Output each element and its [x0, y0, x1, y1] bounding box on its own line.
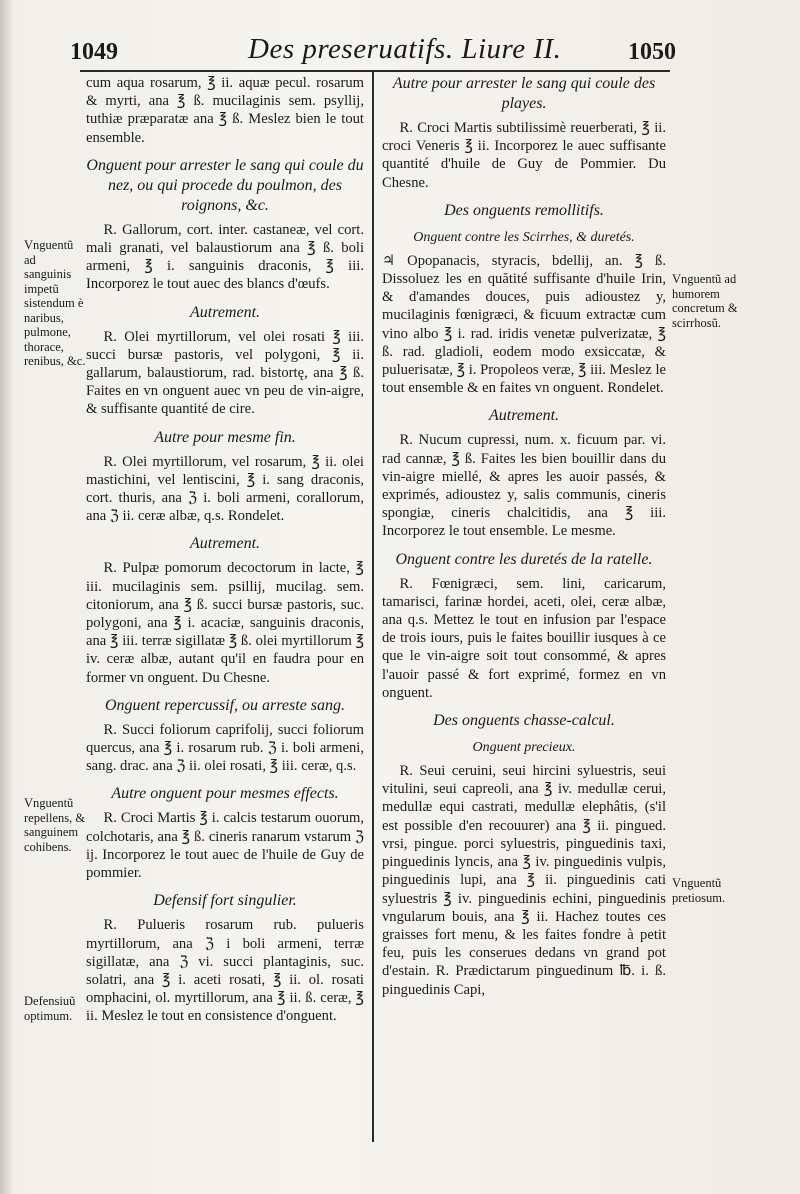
section-heading: Onguent pour arrester le sang qui coule du nez, ou qui procede du poulmon, des roignons, &c. — [86, 156, 364, 214]
margin-note-left-2: Vnguentũ repellens, & sanguinem cohibens. — [24, 796, 86, 854]
section-heading: Autre pour mesme fin. — [154, 428, 296, 446]
left-column — [86, 74, 364, 1026]
section-heading: Onguent repercussif, ou arreste sang. — [105, 696, 345, 714]
section-heading: Autrement. — [189, 303, 261, 321]
section-subheading: Onguent contre les Scirrhes, & duretés. — [413, 229, 635, 245]
paragraph: cum aqua rosarum, ℥ ii. aquæ pecul. rosarum & myrti, ana ℥ ß. mucilaginis sem. psyllij, tuthiæ præparatæ ana ℥ ß. Meslez bien le tout ensemble. — [86, 75, 364, 146]
section-heading: Des onguents remollitifs. — [444, 201, 604, 219]
paragraph: R. Nucum cupressi, num. x. ficuum par. vi. rad cannæ, ℥ ß. Faites les bien bouillir dans du vin-aigre miellé, & apres les auoir passés, & exprimés, adioustez y, salis communis, cineris spongiæ, cineris chalcitidis, ana ℥ iii. Incorporez le tout ensemble. Le mesme. — [382, 432, 666, 540]
section-heading: Autrement. — [189, 535, 261, 553]
section-heading: Autre pour arrester le sang qui coule des playes. — [392, 75, 656, 112]
paragraph: R. Pulpæ pomorum decoctorum in lacte, ℥ iii. mucilaginis sem. psillij, mucilag. sem. citoniorum, ana ℥ ß. succi bursæ pastoris, suc. polygoni, ana ℥ i. acaciæ, sanguinis draconis, ana ℥ iii. terræ sigillatæ ℥ ß. olei myrtillorum ℥ iv. ceræ albæ, autant qu'il en faudra pour en former vn onguent. Du Chesne. — [86, 560, 364, 686]
section-subheading: Onguent precieux. — [472, 740, 576, 756]
section-heading: Defensif fort singulier. — [153, 892, 297, 910]
margin-note-right-1: Vnguentũ ad humorem concretum & scirrhosũ. — [672, 272, 738, 330]
margin-note-left-3: Defensiuũ optimum. — [24, 994, 76, 1023]
paragraph: R. Croci Martis ℥ i. calcis testarum ouorum, colchotaris, ana ℥ ß. cineris ranarum vstarum ℨ ij. Incorporez le tout auec de l'huile de Guy de pommier. — [86, 810, 364, 882]
paragraph: R. Fœnigræci, sem. lini, caricarum, tamarisci, farinæ hordei, aceti, olei, ceræ albæ, ana q.s. Mettez le tout en infusion par l'espace de trois iours, puis le faites bouillir iusques à ce que le vin-aigre soit tout consommé, & apres l'auoir passé & fort exprimé, formez en vn onguent. — [382, 575, 666, 701]
paragraph: R. Gallorum, cort. inter. castaneæ, vel cort. mali granati, vel balaustiorum ana ℥ ß. boli armeni, ℥ i. sanguinis draconis, ℥ iii. Incorporez le tout auec des blancs d'œufs. — [86, 221, 364, 293]
column-divider — [372, 72, 374, 1142]
header-rule — [80, 70, 670, 72]
paragraph: R. Olei myrtillorum, vel rosarum, ℥ ii. olei mastichini, vel lentiscini, ℥ i. sang draconis, cort. thuris, ana ℨ i. boli armeni, corallorum, ana ℨ ii. ceræ albæ, q.s. Rondelet. — [86, 453, 364, 525]
section-heading: Autrement. — [488, 407, 560, 425]
paragraph: R. Succi foliorum caprifolij, succi foliorum quercus, ana ℥ i. rosarum rub. ℨ i. boli armeni, sang. drac. ana ℨ ii. olei rosati, ℥ iii. ceræ, q.s. — [86, 721, 364, 775]
section-heading: Autre onguent pour mesmes effects. — [111, 785, 339, 803]
binding-shadow — [0, 0, 14, 1194]
margin-note-right-2: Vnguentũ pretiosum. — [672, 876, 726, 905]
paragraph: R. Seui ceruini, seui hircini syluestris, seui vitulini, seui capreoli, ana ℥ iv. medullæ cerui, medullæ equi castrati, medullæ elephâtis, (s'il est possible d'en recouurer) ana ℥ ii. pingued. vrsi, pingue. porci syluestris, pinguedinis taxi, pinguedinis lyncis, ana ℥ iv. pinguedinis vulpis, pinguedinis lupi, ana ℥ ii. pinguedinis cati syluestris ℥ iv. pinguedinis echini, pinguedinis vngularum bouis, ana ℥ ii. Hachez toutes ces graisses fort menu, & les faites fondre à petit feu, puis les conserues dedans vn grand pot d'estain. R. Prædictarum pinguedinum ℔. i. ß. pinguedinis Capi, — [382, 763, 666, 998]
running-header — [0, 33, 800, 73]
paragraph: R. Pulueris rosarum rub. pulueris myrtillorum, ana ℨ i boli armeni, terræ sigillatæ, ana ℨ vi. succi plantaginis, suc. solatri, ana ℥ i. aceti rosati, ℥ ii. ol. rosati omphacini, ol. myrtillorum, ana ℥ ii. ß. ceræ, ℥ ii. Meslez le tout en consistence d'onguent. — [86, 917, 364, 1025]
margin-note-left-1: Vnguentũ ad sanguinis impetũ sistendum è naribus, pulmone, thorace, renibus, &c. — [24, 238, 86, 368]
paragraph: R. Croci Martis subtilissimè reuerberati, ℥ ii. croci Veneris ℥ ii. Incorporez le auec suffisante quantité d'huile de Guy de Pommier. Du Chesne. — [382, 120, 666, 191]
section-heading: Onguent contre les duretés de la ratelle. — [395, 550, 653, 568]
running-title: Des preseruatifs. Liure II. — [248, 33, 562, 65]
page-number-left: 1049 — [70, 39, 118, 65]
section-heading: Des onguents chasse-calcul. — [433, 712, 615, 730]
page-number-right: 1050 — [628, 39, 676, 65]
right-column — [382, 74, 666, 999]
paragraph: R. Olei myrtillorum, vel olei rosati ℥ iii. succi bursæ pastoris, vel polygoni, ℥ ii. gallarum, balaustiorum, rad. bistortę, ana ℥ ß. Faites en vn onguent auec vn peu de vin-aigre, & suffisante quantité de cire. — [86, 328, 364, 418]
paragraph: ♃ Opopanacis, styracis, bdellij, an. ℥ ß. Dissoluez les en quătité suffisante d'huile Irin, & d'amandes douces, puis adioustez y, mucilaginis fœnigræci, & ficuum extractæ cum vino albo ℥ i. rad. iridis venetæ pulverizatæ, ℥ ß. rad. gladioli, eodem modo exsiccatæ, & puluerisatæ, ℥ i. Propoleos veræ, ℥ iii. Meslez le tout ensemble & en faites vn onguent. Rondelet. — [382, 252, 666, 397]
